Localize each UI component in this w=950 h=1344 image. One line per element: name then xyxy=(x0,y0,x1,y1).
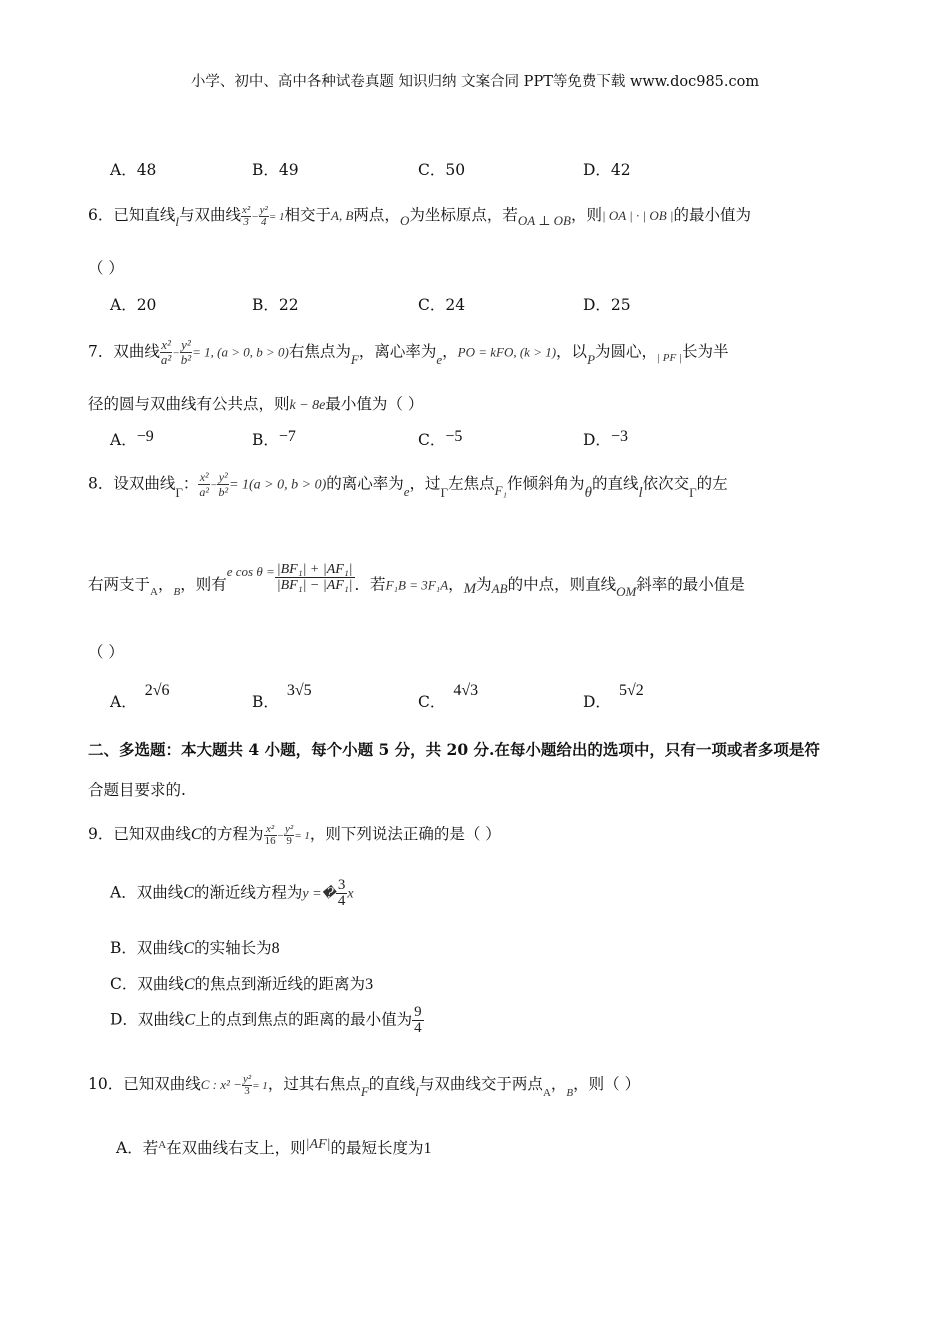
q9-frac-x: $\frac{\text{x²}}{16}$ xyxy=(264,822,276,847)
q8-question: 8．设双曲线$_\Gamma$： $\frac{\text{x²}}{\text{a²}}$ − $\frac{\text{y²}}{\text{b²}}$ = 1(a > 0, b > 0)的离心率为$_e$，过$_\Gamma$左焦点$_{F_1}$作倾斜角为θ的直线l依次交$_\Gamma$的左 xyxy=(88,470,728,501)
q5-option-d: D．42 xyxy=(583,161,631,179)
q7-option-c: C．−5 xyxy=(418,428,463,449)
q8-frac-x: $\frac{\text{x²}}{\text{a²}}$ xyxy=(199,470,210,499)
q6-frac-x: $\frac{\text{x²}}{3}$ xyxy=(242,203,251,228)
q9-frac-y: $\frac{\text{y²}}{9}$ xyxy=(285,822,294,847)
section2-heading-line2: 合题目要求的. xyxy=(88,781,186,799)
q8-ecos-fraction: $\frac{\text{|BF₁| + |AF₁|}}{\text{|BF₁| − |AF₁|}}$ xyxy=(276,562,353,593)
q5-option-a: A．48 xyxy=(110,161,157,179)
q8-option-c: C．4√3 xyxy=(418,682,479,711)
q5-option-c: C．50 xyxy=(418,161,466,179)
q7-line2: 径的圆与双曲线有公共点，则k − 8e最小值为（ ） xyxy=(88,395,424,413)
q9-option-b: B．双曲线C的实轴长为8 xyxy=(110,939,280,957)
q8-frac-y: $\frac{\text{y²}}{\text{b²}}$ xyxy=(218,470,229,499)
q6-option-b: B．22 xyxy=(252,296,299,314)
q8-option-d: D．5√2 xyxy=(583,682,644,711)
q5-option-b: B．49 xyxy=(252,161,299,179)
q7-option-d: D．−3 xyxy=(583,428,628,449)
q6-option-a: A．20 xyxy=(110,296,157,314)
q6-option-d: D．25 xyxy=(583,296,631,314)
q10-option-a: A．若$^A$在双曲线右支上，则|AF|的最短长度为1 xyxy=(116,1137,432,1157)
q9-option-c: C．双曲线C的焦点到渐近线的距离为3 xyxy=(110,975,374,993)
q6-frac-y: $\frac{\text{y²}}{4}$ xyxy=(259,203,268,228)
q9-option-d: D．双曲线C上的点到焦点的距离的最小值为 $\frac{9}{4}$ xyxy=(110,1004,422,1036)
page-header: 小学、初中、高中各种试卷真题 知识归纳 文案合同 PPT等免费下载 www.doc985.com xyxy=(190,74,760,90)
q9-frac-3-4: $\frac{3}{4}$ xyxy=(337,877,346,909)
q7-question: 7．双曲线 $\frac{\text{x²}}{\text{a²}}$ − $\frac{\text{y²}}{\text{b²}}$ = 1, (a > 0, b > 0)右焦点为$_F$，离心率为$_e$，PO = kFO, (k > 1)，以$_P$为圆心，$_{| PF |}$长为半 xyxy=(88,337,729,367)
section2-heading-line1: 二、多选题：本大题共 4 小题，每个小题 5 分，共 20 分.在每小题给出的选项中，只有一项或者多项是符 xyxy=(88,740,820,759)
q8-option-a: A．2√6 xyxy=(110,682,170,711)
q9-question: 9．已知双曲线C的方程为 $\frac{\text{x²}}{16}$ − $\frac{\text{y²}}{9}$ = 1，则下列说法正确的是（ ） xyxy=(88,822,501,847)
q8-option-b: B．3√5 xyxy=(252,682,312,711)
q9-option-a: A．双曲线C的渐近线方程为y =� $\frac{3}{4}$ x xyxy=(110,877,354,909)
q6-line-l: l xyxy=(175,214,179,229)
q10-frac-y: $\frac{\text{y²}}{3}$ xyxy=(242,1072,252,1097)
q9-frac-9-4: $\frac{9}{4}$ xyxy=(414,1004,422,1036)
q6-option-c: C．24 xyxy=(418,296,466,314)
q10-question: 10．已知双曲线C : x² − $\frac{\text{y²}}{3}$ = 1，过其右焦点$_F$的直线$_l$与双曲线交于两点$_A$，$_B$，则（ ） xyxy=(88,1072,641,1099)
q7-option-a: A．−9 xyxy=(110,428,154,449)
q6-question: 6．已知直线$_l$与双曲线 $\frac{\text{x²}}{3}$ − $\frac{\text{y²}}{4}$ = 1相交于A, B两点，$_O$为坐标原点，若$_{OA \perp OB}$，则| OA | · | OB |的最小值为 xyxy=(88,203,751,229)
q7-option-b: B．−7 xyxy=(252,428,296,449)
q8-answer-paren: （ ） xyxy=(88,643,124,661)
q6-answer-paren: （ ） xyxy=(88,259,124,277)
q7-frac-y: $\frac{\text{y²}}{\text{b²}}$ xyxy=(180,337,192,367)
q7-frac-x: $\frac{\text{x²}}{\text{a²}}$ xyxy=(160,337,172,367)
q8-line2: 右两支于$_A$，$_B$，则有$^{e cos \theta =}$ $\frac{\text{|BF₁| + |AF₁|}}{\text{|BF₁| − |AF₁|}}$ ．若F₁B = 3F₁A，M为AB的中点，则直线$_{OM}$斜率的最小值是 xyxy=(88,562,745,599)
